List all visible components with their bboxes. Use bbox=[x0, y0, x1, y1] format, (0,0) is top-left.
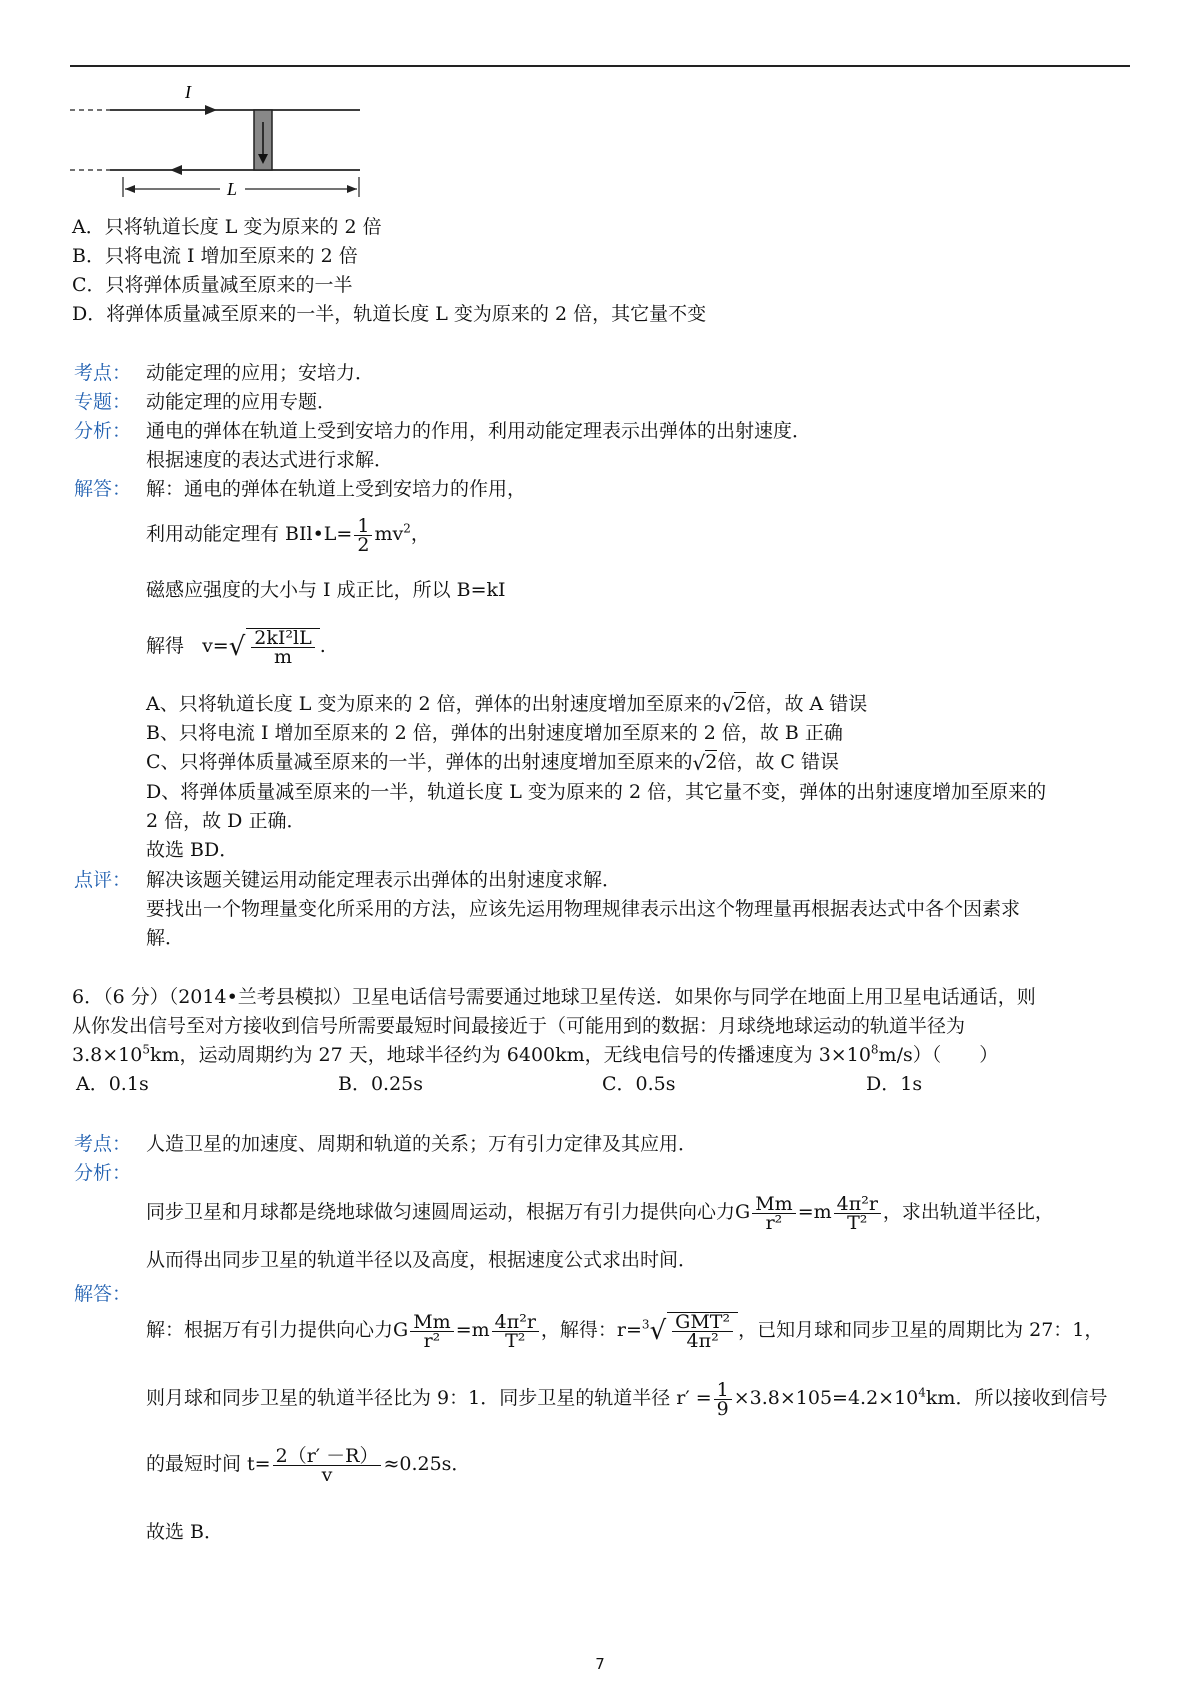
jieda-1b: ，解得：r= bbox=[540, 1319, 642, 1341]
jieda-2-sup: 4 bbox=[918, 1385, 926, 1400]
time-num: 2（r′ －R） bbox=[273, 1447, 382, 1466]
q5-b-proportional: 磁感应强度的大小与 I 成正比，所以 B=kI bbox=[146, 579, 506, 601]
header-rule bbox=[70, 65, 1130, 67]
eq-end: ， bbox=[410, 523, 430, 545]
opt-a-radicand: 2 bbox=[734, 693, 747, 715]
fourpi2-den: 4π² bbox=[686, 1330, 719, 1352]
fenxi-1b: ，求出轨道半径比， bbox=[882, 1201, 1054, 1223]
stem-3c: m/s）（ ） bbox=[878, 1044, 999, 1066]
q6-jieda-3 bbox=[146, 1442, 470, 1486]
q5-analysis-b: B、只将电流 I 增加至原来的 2 倍，弹体的出射速度增加至原来的 2 倍，故 B 正确 bbox=[146, 722, 843, 744]
q5-jieda-1: 解：通电的弹体在轨道上受到安培力的作用， bbox=[146, 478, 527, 500]
q6-fenxi-2: 从而得出同步卫星的轨道半径以及高度，根据速度公式求出时间． bbox=[146, 1249, 698, 1271]
eq-m-2: =m bbox=[455, 1319, 490, 1341]
q5-zhuanti: 动能定理的应用专题． bbox=[146, 391, 337, 413]
q5-option-b: B．只将电流 I 增加至原来的 2 倍 bbox=[72, 245, 358, 267]
q6-jieda-label: 解答： bbox=[74, 1283, 132, 1305]
cube-root-body bbox=[667, 1312, 738, 1350]
stem-3-sup1: 5 bbox=[142, 1042, 150, 1057]
ninth-den: 9 bbox=[716, 1397, 729, 1420]
q5-solve-v bbox=[146, 624, 326, 668]
solve-end: . bbox=[319, 635, 326, 657]
centripetal-fraction-2 bbox=[492, 1310, 539, 1352]
q5-analysis-a bbox=[146, 692, 867, 718]
jieda-3b: ≈0.25s． bbox=[383, 1453, 471, 1475]
mm-over-r2 bbox=[752, 1192, 795, 1234]
page-number: 7 bbox=[595, 1655, 605, 1673]
opt-c-radicand: 2 bbox=[705, 751, 718, 773]
r2-den-2: r² bbox=[423, 1329, 441, 1352]
opt-c-tail: 倍，故 C 错误 bbox=[717, 751, 840, 773]
eq-suffix: mv bbox=[374, 523, 404, 545]
v-den: m bbox=[273, 646, 293, 668]
mm-over-r2-2 bbox=[410, 1310, 453, 1352]
jieda-1c: ，已知月球和同步卫星的周期比为 27：1， bbox=[738, 1319, 1104, 1341]
q5-option-a: A．只将轨道长度 L 变为原来的 2 倍 bbox=[72, 216, 382, 238]
q6-stem-1: 6．（6 分）（2014•兰考县模拟）卫星电话信号需要通过地球卫星传送．如果你与同学在地面上用卫星电话通话，则 bbox=[72, 986, 1036, 1008]
q5-energy-equation bbox=[146, 514, 430, 554]
time-den: v bbox=[321, 1463, 333, 1486]
gmt2-num: GMT² bbox=[672, 1313, 733, 1332]
q5-option-c: C．只将弹体质量减至原来的一半 bbox=[72, 274, 353, 296]
fenxi-1a: 同步卫星和月球都是绕地球做匀速圆周运动，根据万有引力提供向心力 bbox=[146, 1201, 736, 1223]
jieda-3a: 的最短时间 t= bbox=[146, 1453, 271, 1475]
q6-option-c: C．0.5s bbox=[602, 1073, 676, 1095]
half-den: 2 bbox=[357, 533, 370, 556]
q5-fenxi-1: 通电的弹体在轨道上受到安培力的作用，利用动能定理表示出弹体的出射速度． bbox=[146, 420, 812, 442]
q5-kaodian: 动能定理的应用；安培力． bbox=[146, 362, 375, 384]
q6-option-a: A．0.1s bbox=[76, 1073, 149, 1095]
q6-stem-2: 从你发出信号至对方接收到信号所需要最短时间最接近于（可能用到的数据：月球绕地球运动的轨道半径为 bbox=[72, 1015, 966, 1037]
q5-dianping-label: 点评： bbox=[74, 869, 132, 891]
eq-m: =m bbox=[797, 1201, 832, 1223]
q5-analysis-d-1: D、将弹体质量减至原来的一半，轨道长度 L 变为原来的 2 倍，其它量不变，弹体的出射速度增加至原来的 bbox=[146, 781, 1047, 803]
q5-dianping-2: 要找出一个物理量变化所采用的方法，应该先运用物理规律表示出这个物理量再根据表达式中各个因素求 bbox=[146, 898, 1021, 920]
eq-sup: 2 bbox=[403, 521, 411, 536]
q6-jieda-1 bbox=[146, 1306, 1103, 1354]
q6-choice: 故选 B． bbox=[146, 1521, 224, 1543]
g-letter-2: G bbox=[393, 1319, 409, 1341]
gmt2-fraction bbox=[672, 1313, 733, 1350]
solve-prefix: 解得 bbox=[146, 635, 185, 657]
time-fraction bbox=[273, 1444, 382, 1486]
t2-den-2: T² bbox=[505, 1329, 526, 1352]
stem-3a: 3.8×10 bbox=[72, 1044, 143, 1066]
sqrt-sign: √ bbox=[228, 632, 246, 662]
t2-den: T² bbox=[847, 1211, 868, 1234]
ninth-fraction bbox=[714, 1378, 732, 1420]
q6-kaodian: 人造卫星的加速度、周期和轨道的关系；万有引力定律及其应用． bbox=[146, 1133, 698, 1155]
q5-zhuanti-label: 专题： bbox=[74, 391, 132, 413]
q6-jieda-2 bbox=[146, 1376, 1107, 1420]
q5-dianping-3: 解． bbox=[146, 927, 185, 949]
q5-choice: 故选 BD． bbox=[146, 839, 239, 861]
q6-fenxi-1 bbox=[146, 1190, 1054, 1234]
current-label: I bbox=[185, 82, 191, 102]
q5-option-d: D．将弹体质量减至原来的一半，轨道长度 L 变为原来的 2 倍，其它量不变 bbox=[72, 303, 707, 325]
mm-num-2: Mm bbox=[410, 1313, 453, 1332]
centripetal-fraction bbox=[834, 1192, 881, 1234]
solve-v: v= bbox=[202, 635, 229, 657]
jieda-1a: 解：根据万有引力提供向心力 bbox=[146, 1319, 394, 1341]
opt-a-tail: 倍，故 A 错误 bbox=[746, 693, 868, 715]
jieda-2b: ×3.8×105=4.2×10 bbox=[733, 1387, 919, 1409]
sqrt-sign-c: √ bbox=[692, 751, 706, 775]
v-fraction bbox=[251, 629, 314, 666]
opt-c-text: C、只将弹体质量减至原来的一半，弹体的出射速度增加至原来的 bbox=[146, 751, 693, 773]
r2-den: r² bbox=[765, 1211, 783, 1234]
length-label: L bbox=[227, 179, 238, 199]
eq-prefix: 利用动能定理有 BIl•L= bbox=[146, 523, 353, 545]
mm-num: Mm bbox=[752, 1195, 795, 1214]
cube-root-index: 3 bbox=[641, 1317, 650, 1332]
fourpi2r-num-2: 4π²r bbox=[492, 1313, 539, 1332]
sqrt-body bbox=[246, 628, 319, 666]
v-num: 2kI²lL bbox=[251, 629, 314, 648]
q5-jieda-label: 解答： bbox=[74, 478, 132, 500]
jieda-2c: km．所以接收到信号 bbox=[925, 1387, 1108, 1409]
jieda-2a: 则月球和同步卫星的轨道半径比为 9：1．同步卫星的轨道半径 r′ = bbox=[146, 1387, 712, 1409]
q5-dianping-1: 解决该题关键运用动能定理表示出弹体的出射速度求解． bbox=[146, 869, 622, 891]
q6-kaodian-label: 考点： bbox=[74, 1133, 132, 1155]
q5-fenxi-label: 分析： bbox=[74, 420, 132, 442]
cube-root-sign: √ bbox=[649, 1316, 667, 1346]
fourpi2r-num: 4π²r bbox=[834, 1195, 881, 1214]
q6-option-b: B．0.25s bbox=[338, 1073, 424, 1095]
q5-analysis-c bbox=[146, 750, 839, 776]
q6-stem-3 bbox=[72, 1043, 998, 1067]
q6-fenxi-label: 分析： bbox=[74, 1162, 132, 1184]
sqrt-sign-a: √ bbox=[721, 693, 735, 717]
g-letter: G bbox=[735, 1201, 751, 1223]
q5-kaodian-label: 考点： bbox=[74, 362, 132, 384]
q6-option-d: D．1s bbox=[866, 1073, 923, 1095]
railgun-diagram bbox=[70, 82, 400, 222]
q5-analysis-d-2: 2 倍，故 D 正确． bbox=[146, 810, 306, 832]
stem-3b: km，运动周期约为 27 天，地球半径约为 6400km，无线电信号的传播速度为 3×10 bbox=[149, 1044, 871, 1066]
half-num: 1 bbox=[354, 517, 372, 536]
opt-a-text: A、只将轨道长度 L 变为原来的 2 倍，弹体的出射速度增加至原来的 bbox=[146, 693, 722, 715]
q5-fenxi-2: 根据速度的表达式进行求解． bbox=[146, 449, 394, 471]
stem-3-sup2: 8 bbox=[870, 1042, 879, 1057]
ninth-num: 1 bbox=[714, 1381, 732, 1400]
half-fraction bbox=[354, 514, 372, 556]
